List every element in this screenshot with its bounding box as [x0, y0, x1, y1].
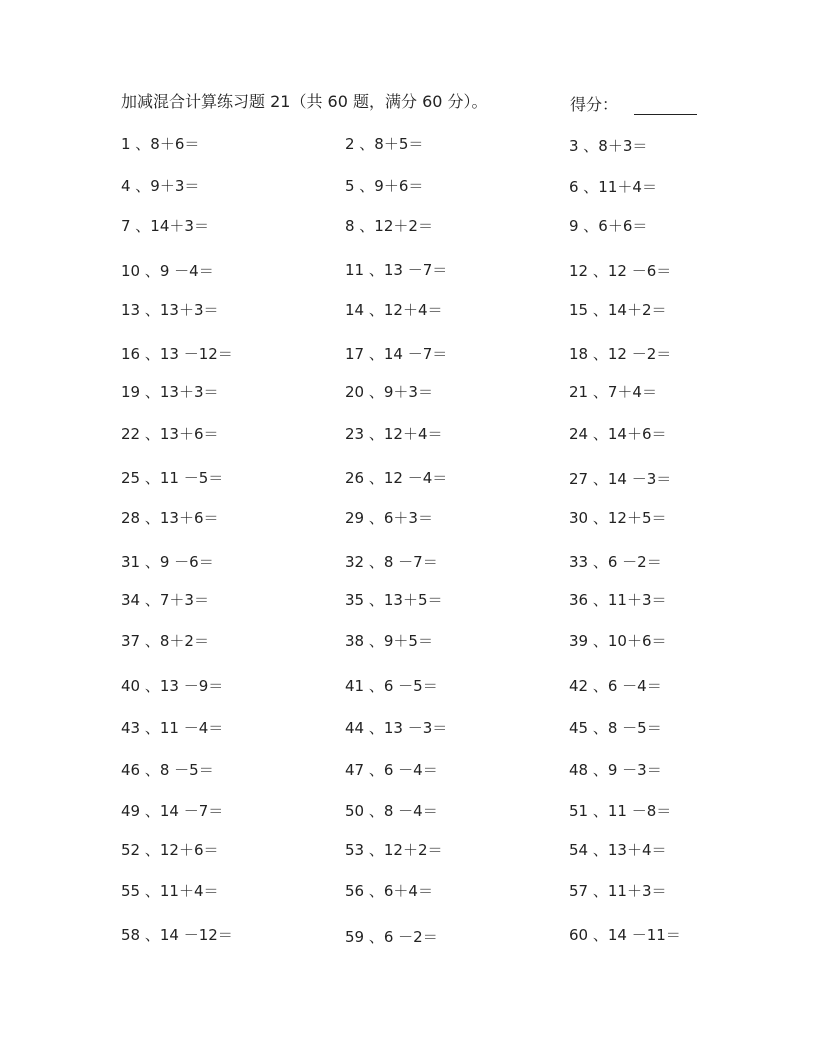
problem-item: 24 、14＋6＝: [569, 425, 667, 443]
problem-item: 47 、6 －4＝: [345, 761, 438, 779]
problem-item: 45 、8 －5＝: [569, 719, 662, 737]
problem-item: 21 、7＋4＝: [569, 383, 657, 401]
problem-item: 33 、6 －2＝: [569, 553, 662, 571]
problem-item: 48 、9 －3＝: [569, 761, 662, 779]
problem-item: 34 、7＋3＝: [121, 591, 209, 609]
problem-item: 57 、11＋3＝: [569, 882, 667, 900]
score-label: 得分：: [570, 95, 619, 114]
problem-item: 9 、6＋6＝: [569, 217, 648, 235]
problem-item: 12 、12 －6＝: [569, 262, 672, 280]
problem-item: 50 、8 －4＝: [345, 802, 438, 820]
problem-item: 4 、9＋3＝: [121, 177, 200, 195]
problem-item: 22 、13＋6＝: [121, 425, 219, 443]
problem-item: 17 、14 －7＝: [345, 345, 448, 363]
problem-item: 11 、13 －7＝: [345, 261, 448, 279]
problem-item: 43 、11 －4＝: [121, 719, 224, 737]
problem-item: 37 、8＋2＝: [121, 632, 209, 650]
problem-item: 31 、9 －6＝: [121, 553, 214, 571]
problem-item: 51 、11 －8＝: [569, 802, 672, 820]
score-area: [570, 92, 697, 115]
problem-item: 44 、13 －3＝: [345, 719, 448, 737]
problem-item: 1 、8＋6＝: [121, 135, 200, 153]
problem-item: 58 、14 －12＝: [121, 926, 233, 944]
worksheet-title: 加减混合计算练习题 21（共 60 题，满分 60 分）。: [121, 92, 488, 111]
problem-item: 28 、13＋6＝: [121, 509, 219, 527]
problem-item: 40 、13 －9＝: [121, 677, 224, 695]
problem-item: 20 、9＋3＝: [345, 383, 433, 401]
problem-item: 39 、10＋6＝: [569, 632, 667, 650]
problem-item: 2 、8＋5＝: [345, 135, 424, 153]
problem-item: 23 、12＋4＝: [345, 425, 443, 443]
problem-item: 53 、12＋2＝: [345, 841, 443, 859]
problem-item: 16 、13 －12＝: [121, 345, 233, 363]
problem-item: 7 、14＋3＝: [121, 217, 209, 235]
problem-item: 59 、6 －2＝: [345, 928, 438, 946]
problem-item: 56 、6＋4＝: [345, 882, 433, 900]
problem-item: 19 、13＋3＝: [121, 383, 219, 401]
problem-item: 14 、12＋4＝: [345, 301, 443, 319]
score-blank-line[interactable]: [634, 96, 697, 115]
problem-item: 18 、12 －2＝: [569, 345, 672, 363]
problem-item: 26 、12 －4＝: [345, 469, 448, 487]
problem-item: 60 、14 －11＝: [569, 926, 681, 944]
problem-item: 25 、11 －5＝: [121, 469, 224, 487]
problem-item: 29 、6＋3＝: [345, 509, 433, 527]
problem-item: 52 、12＋6＝: [121, 841, 219, 859]
problem-item: 32 、8 －7＝: [345, 553, 438, 571]
problem-item: 8 、12＋2＝: [345, 217, 433, 235]
problem-item: 36 、11＋3＝: [569, 591, 667, 609]
problem-item: 3 、8＋3＝: [569, 137, 648, 155]
problem-item: 13 、13＋3＝: [121, 301, 219, 319]
problem-item: 55 、11＋4＝: [121, 882, 219, 900]
problem-item: 27 、14 －3＝: [569, 470, 672, 488]
problem-item: 42 、6 －4＝: [569, 677, 662, 695]
problem-item: 49 、14 －7＝: [121, 802, 224, 820]
problem-item: 5 、9＋6＝: [345, 177, 424, 195]
problem-item: 54 、13＋4＝: [569, 841, 667, 859]
problem-item: 15 、14＋2＝: [569, 301, 667, 319]
problem-item: 30 、12＋5＝: [569, 509, 667, 527]
problem-item: 46 、8 －5＝: [121, 761, 214, 779]
problem-item: 6 、11＋4＝: [569, 178, 657, 196]
problem-item: 10 、9 －4＝: [121, 262, 214, 280]
problem-item: 35 、13＋5＝: [345, 591, 443, 609]
problem-item: 38 、9＋5＝: [345, 632, 433, 650]
problem-item: 41 、6 －5＝: [345, 677, 438, 695]
